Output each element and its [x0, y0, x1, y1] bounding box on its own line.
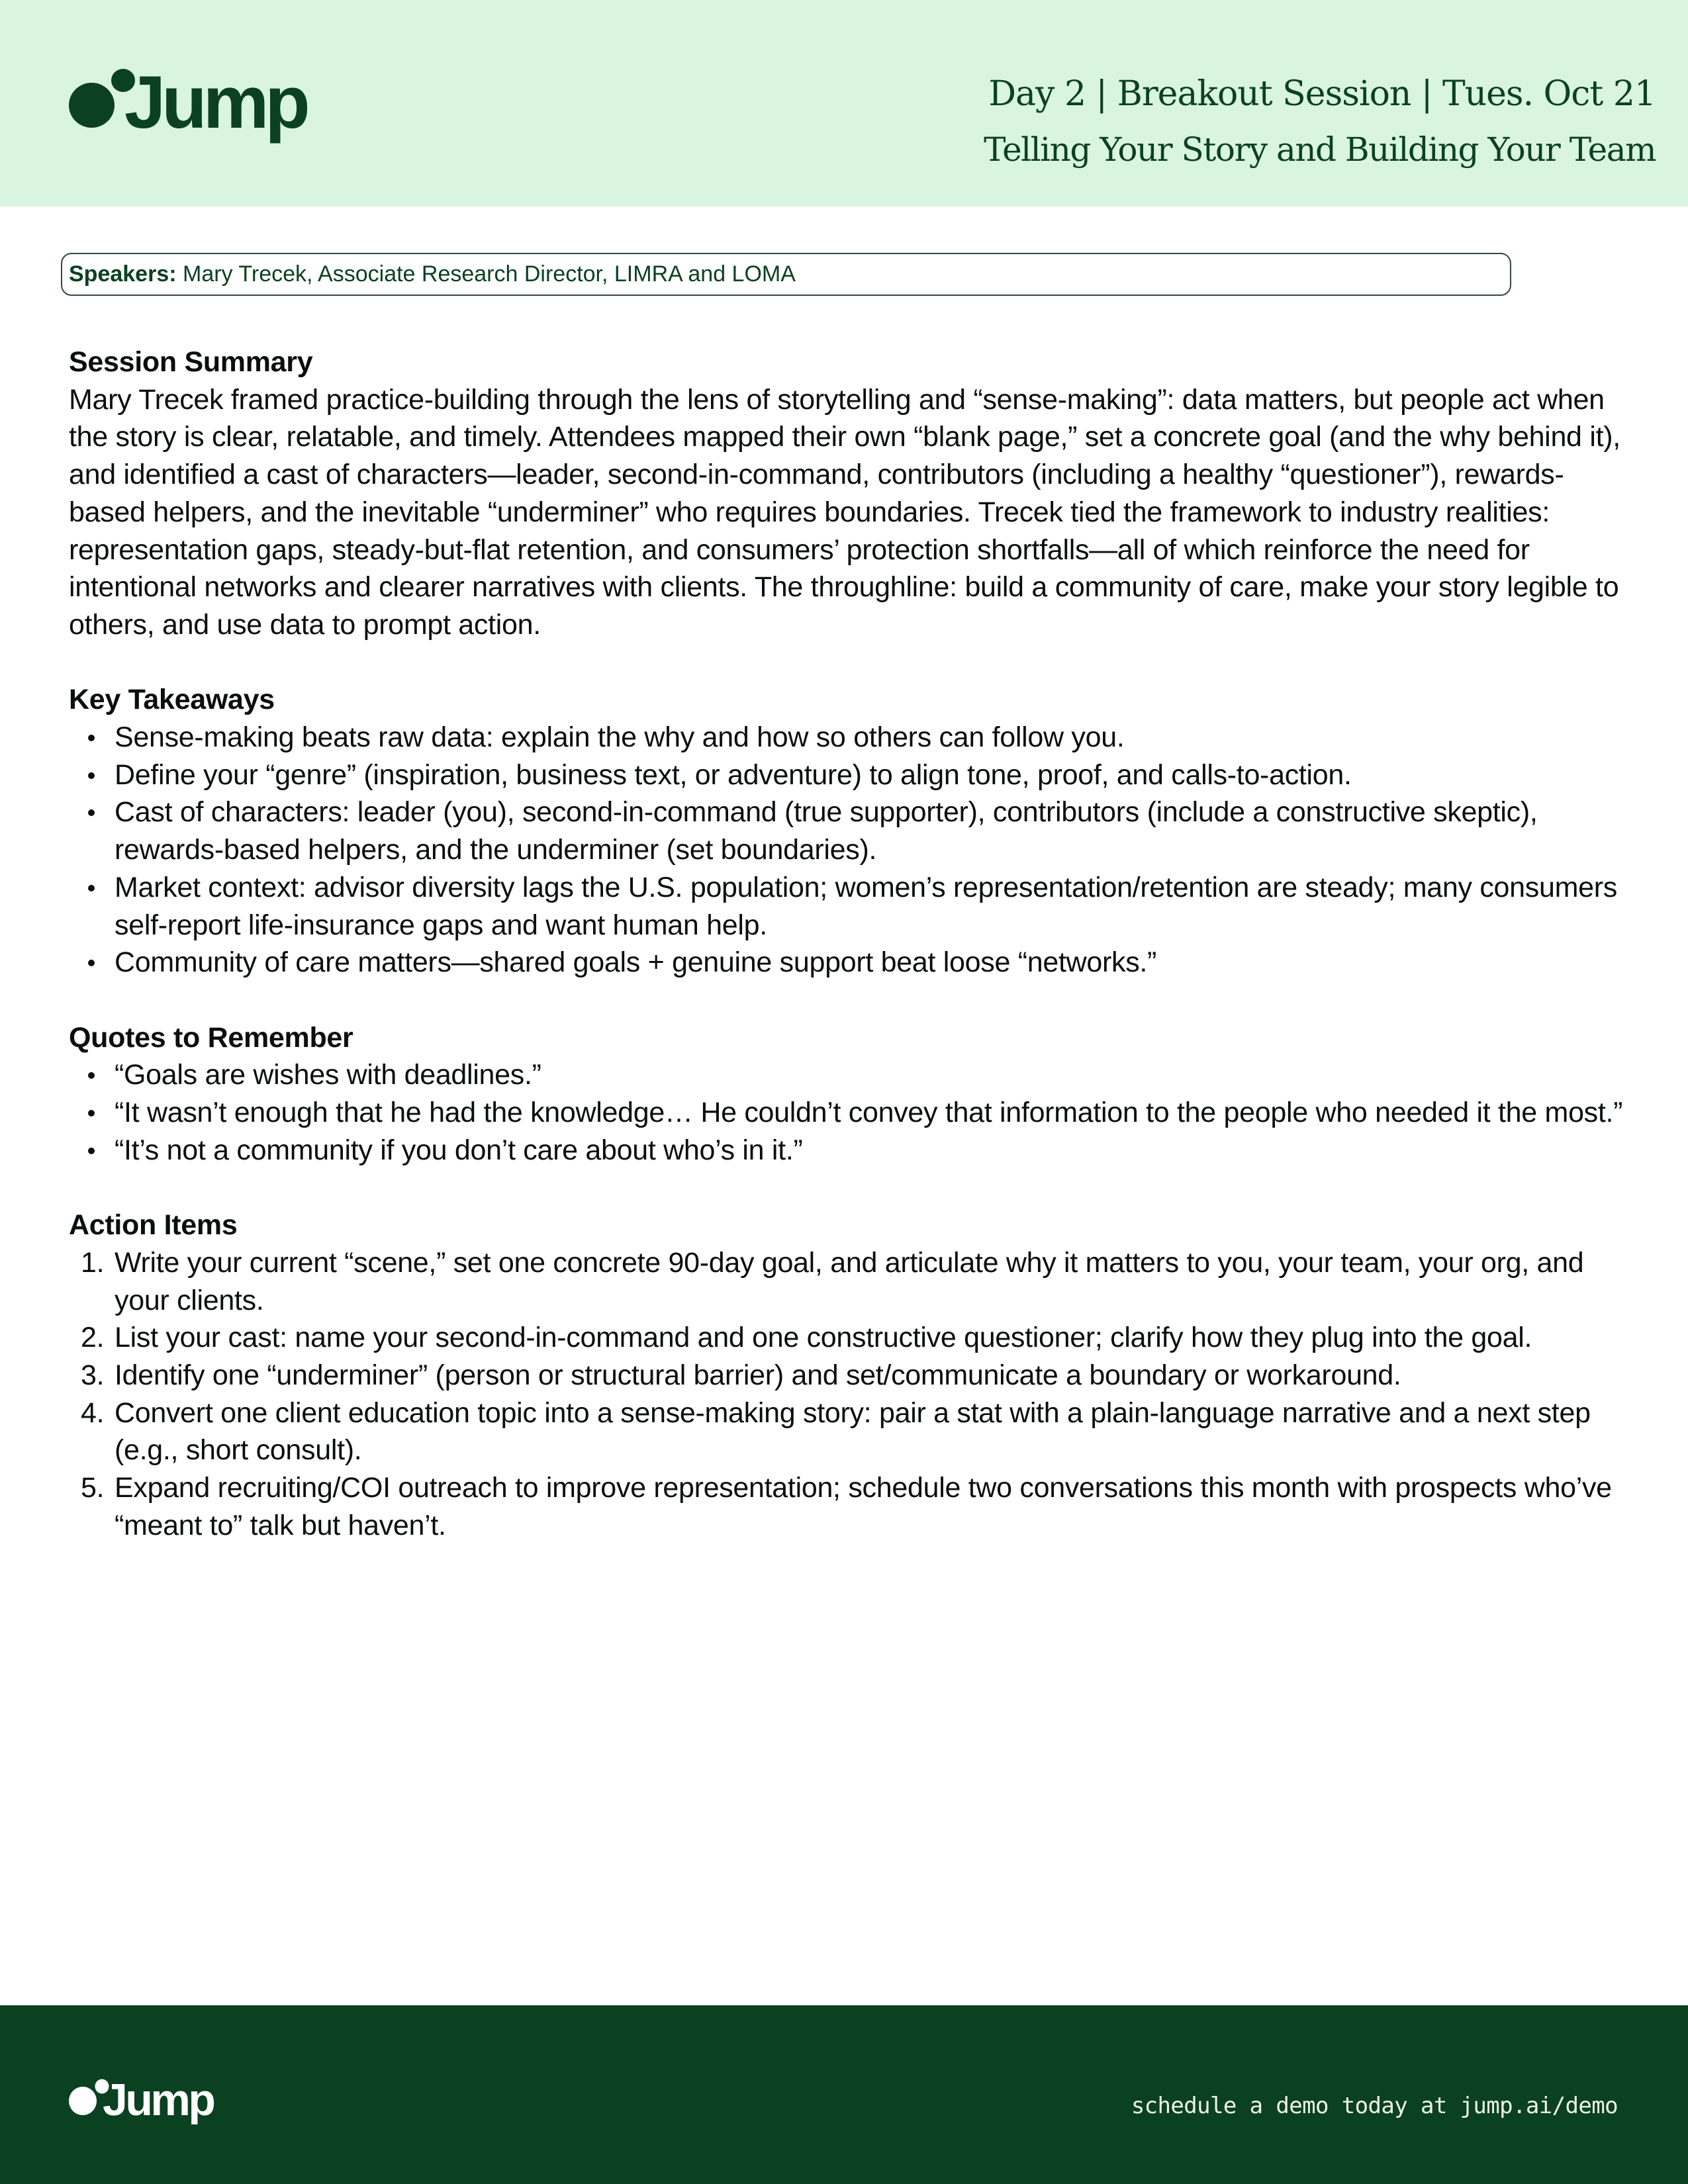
list-item-text: Market context: advisor diversity lags the U.S. population; women’s representation/retention are steady; many consumers self-report life-insurance gaps and want human help. [115, 871, 1617, 941]
bullet-icon [88, 960, 95, 966]
action-text: Convert one client education topic into a sense-making story: pair a stat with a plain-language narrative and a next step (e.g., short consult). [115, 1396, 1591, 1467]
action-items-section [69, 1206, 1631, 1544]
quote-item [69, 1056, 1631, 1094]
list-item [69, 869, 1631, 944]
bullet-icon [88, 772, 95, 779]
list-item-text: Define your “genre” (inspiration, business text, or adventure) to align tone, proof, and calls-to-action. [115, 758, 1352, 791]
action-text: List your cast: name your second-in-command and one constructive questioner; clarify how they plug into the goal. [115, 1322, 1532, 1354]
action-item [69, 1469, 1631, 1544]
quote-text: “Goals are wishes with deadlines.” [115, 1059, 541, 1091]
bullet-icon [88, 885, 95, 891]
section-heading: Key Takeaways [69, 684, 275, 716]
bullet-icon [88, 735, 95, 741]
speakers-label: Speakers: [69, 261, 177, 287]
svg-text:Jump: Jump [124, 66, 306, 144]
bullet-icon [88, 809, 95, 816]
section-heading: Quotes to Remember [69, 1021, 353, 1054]
summary-paragraph: Mary Trecek framed practice-building through the lens of storytelling and “sense-making”: data matters, but people act when the story is clear, relatable, and timely. Attendees mapped their own “blank page,” set a concrete goal (and the why behind it), and identified a cast of characters—leader, second-in-command, contributors (including a healthy “questioner”), rewards-based helpers, and the inevitable “underminer” who requires boundaries. Trecek tied the framework to industry realities: representation gaps, steady-but-flat retention, and consumers’ protection shortfalls—all of which reinforce the need for intentional networks and clearer narratives with clients. The throughline: build a community of care, make your story legible to others, and use data to prompt action. [69, 383, 1620, 641]
list-item-text: Sense-making beats raw data: explain the why and how so others can follow you. [115, 721, 1125, 754]
action-text: Identify one “underminer” (person or structural barrier) and set/communicate a boundary or workaround. [115, 1359, 1401, 1391]
header-titles [984, 66, 1656, 177]
main-content [69, 343, 1631, 1582]
jump-logo-icon [69, 66, 307, 146]
quote-text: “It wasn’t enough that he had the knowledge… He couldn’t convey that information to the people who needed it the most.” [115, 1097, 1623, 1129]
quote-item [69, 1132, 1631, 1169]
takeaways-list [69, 719, 1631, 981]
action-item [69, 1357, 1631, 1394]
list-item [69, 794, 1631, 868]
session-title: Telling Your Story and Building Your Team [984, 130, 1656, 169]
bullet-icon [88, 1148, 95, 1154]
bullet-icon [88, 1110, 95, 1116]
item-number: 3. [81, 1359, 105, 1391]
item-number: 2. [81, 1322, 105, 1354]
action-text: Expand recruiting/COI outreach to improve representation; schedule two conversations this month with prospects who’ve “meant to” talk but haven’t. [115, 1472, 1612, 1541]
item-number: 4. [81, 1396, 105, 1429]
section-heading: Session Summary [69, 346, 313, 378]
quotes-list [69, 1056, 1631, 1169]
session-info: Day 2 | Breakout Session | Tues. Oct 21 [988, 74, 1656, 114]
list-item-text: Community of care matters—shared goals + genuine support beat loose “networks.” [115, 946, 1157, 979]
list-item [69, 944, 1631, 981]
list-item [69, 719, 1631, 756]
item-number: 5. [81, 1472, 105, 1504]
section-heading: Action Items [69, 1209, 238, 1242]
jump-logo-footer-icon [69, 2077, 214, 2127]
speakers-value: Mary Trecek, Associate Research Director, LIMRA and LOMA [183, 261, 796, 287]
key-takeaways-section [69, 681, 1631, 981]
quotes-section [69, 1019, 1631, 1169]
item-number: 1. [81, 1246, 105, 1279]
list-item [69, 756, 1631, 794]
svg-text:Jump: Jump [103, 2077, 214, 2125]
bullet-icon [88, 1072, 95, 1079]
session-summary-section [69, 343, 1631, 644]
speakers-box [61, 253, 1511, 296]
demo-cta-link[interactable]: schedule a demo today at jump.ai/demo [1131, 2093, 1618, 2119]
action-item [69, 1319, 1631, 1357]
action-item [69, 1394, 1631, 1469]
list-item-text: Cast of characters: leader (you), second-in-command (true supporter), contributors (include a constructive skeptic), rewards-based helpers, and the underminer (set boundaries). [115, 796, 1538, 866]
header-banner [0, 0, 1688, 206]
action-text: Write your current “scene,” set one concrete 90-day goal, and articulate why it matters to you, your team, your org, and your clients. [115, 1246, 1584, 1316]
quote-text: “It’s not a community if you don’t care about who’s in it.” [115, 1134, 803, 1166]
action-item [69, 1244, 1631, 1319]
quote-item [69, 1094, 1631, 1132]
action-items-list [69, 1244, 1631, 1545]
